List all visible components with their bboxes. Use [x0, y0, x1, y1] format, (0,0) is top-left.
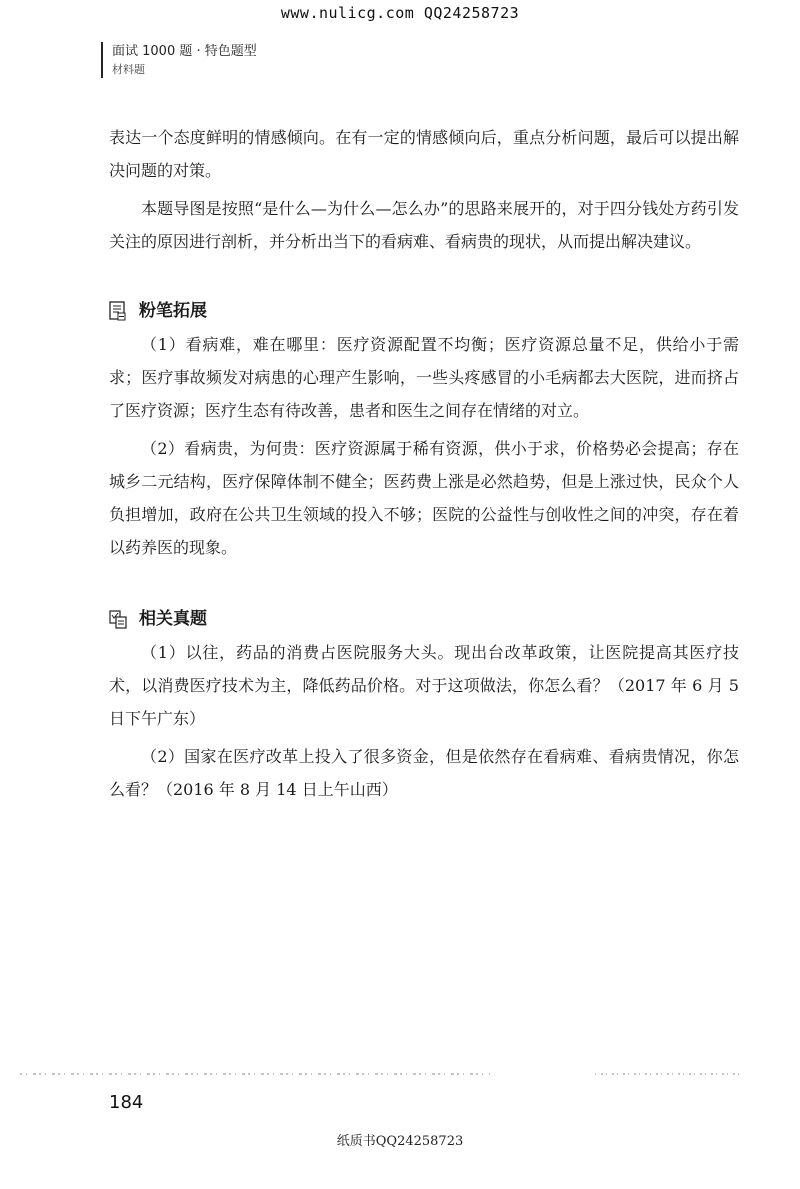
- section-heading-related-questions: [109, 604, 739, 634]
- section-heading-extension: [109, 296, 739, 326]
- watermark-bottom: 纸质书QQ24258723: [336, 1134, 464, 1149]
- scan-noise-divider: [20, 1072, 740, 1076]
- intro-paragraph-2: 本题导图是按照“是什么—为什么—怎么办”的思路来展开的，对于四分钱处方药引发关注的原因进行剖析，并分析出当下的看病难、看病贵的现状，从而提出解决建议。: [109, 199, 739, 251]
- question-paragraph: （1）以往，药品的消费占医院服务大头。现出台改革政策，让医院提高其医疗技术，以消费医疗技术为主，降低药品价格。对于这项做法，你怎么看？（2017 年 6 月 5 日下午广东）: [109, 643, 739, 728]
- page-number: 184: [109, 1092, 144, 1113]
- section-title: 相关真题: [139, 609, 207, 629]
- notebook-icon: [109, 301, 127, 321]
- section-paragraph: （1）看病难，难在哪里：医疗资源配置不均衡；医疗资源总量不足，供给小于需求；医疗事故频发对病患的心理产生影响，一些头疼感冒的小毛病都去大医院，进而挤占了医疗资源；医疗生态有待改善，患者和医生之间存在情绪的对立。: [109, 335, 739, 420]
- page-content: [109, 121, 739, 806]
- running-head-title: 面试 1000 题 · 特色题型: [112, 44, 257, 59]
- section-title: 粉笔拓展: [139, 301, 207, 321]
- question-paragraph: （2）国家在医疗改革上投入了很多资金，但是依然存在看病难、看病贵情况，你怎么看？（2016 年 8 月 14 日上午山西）: [109, 747, 739, 799]
- section-paragraph: （2）看病贵，为何贵：医疗资源属于稀有资源，供小于求，价格势必会提高；存在城乡二元结构，医疗保障体制不健全；医药费上涨是必然趋势，但是上涨过快，民众个人负担增加，政府在公共卫生领域的投入不够；医院的公益性与创收性之间的冲突，存在着以药养医的现象。: [109, 439, 739, 557]
- document-icon: [109, 609, 127, 629]
- intro-paragraph-1: 表达一个态度鲜明的情感倾向。在有一定的情感倾向后，重点分析问题，最后可以提出解决问题的对策。: [109, 128, 739, 180]
- watermark-top: www.nulicg.com QQ24258723: [280, 4, 520, 22]
- running-head: [101, 42, 257, 78]
- running-head-subtitle: 材料题: [112, 63, 145, 76]
